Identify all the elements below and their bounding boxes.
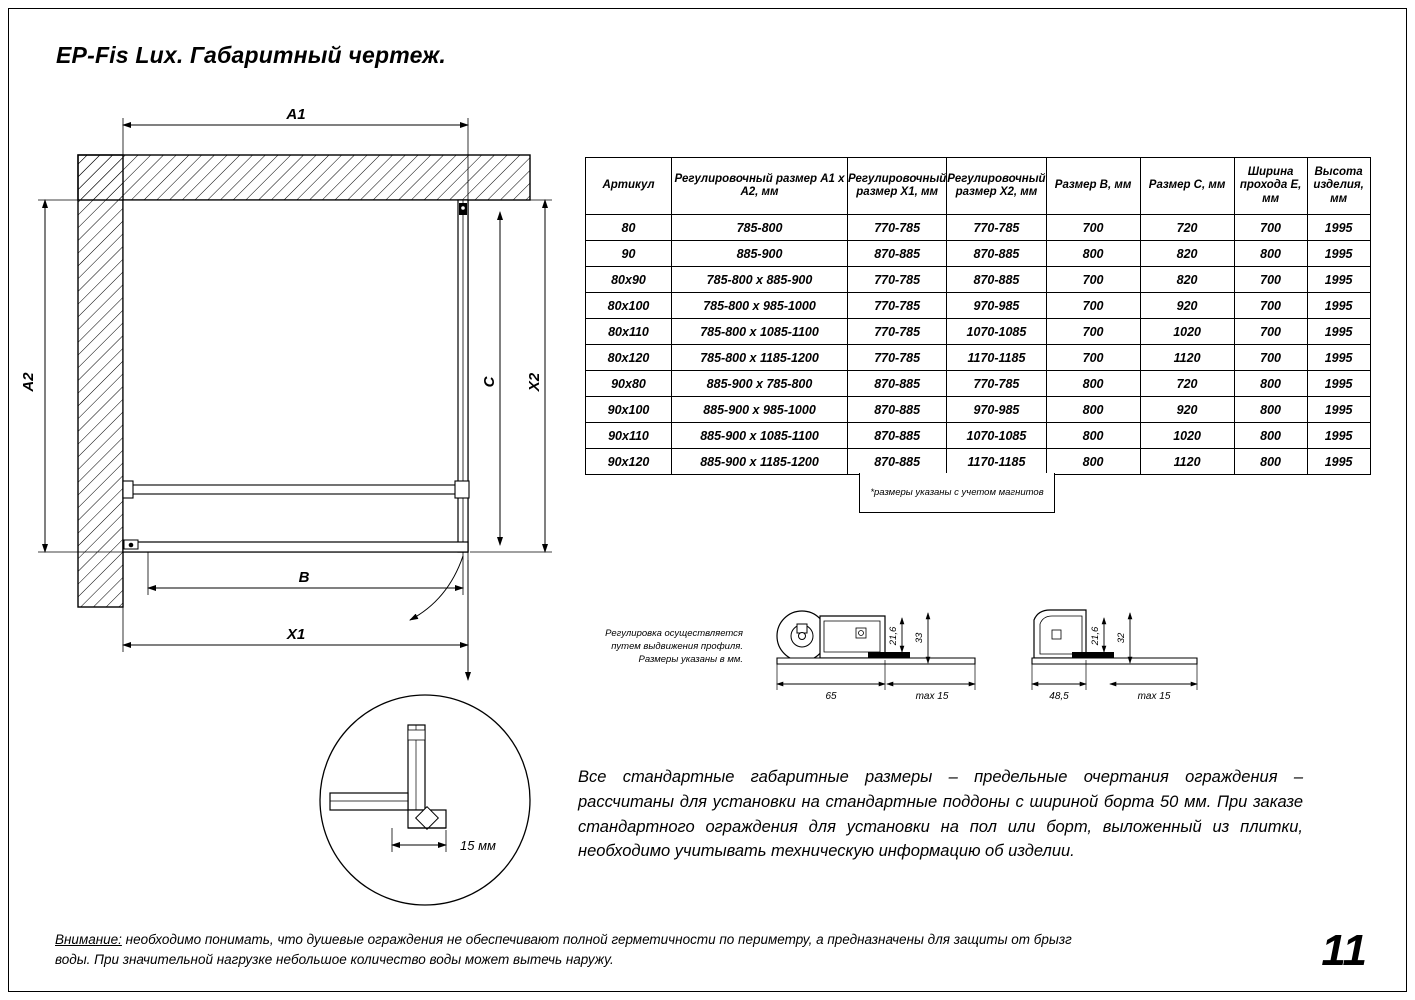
cell-e: 800 (1234, 241, 1307, 267)
table-header-row (586, 158, 1371, 215)
cell-c: 1020 (1140, 423, 1234, 449)
cell-height: 1995 (1307, 215, 1370, 241)
cell-x2: 870-885 (947, 241, 1046, 267)
cell-e: 800 (1234, 371, 1307, 397)
svg-text:32: 32 (1116, 632, 1127, 644)
cell-height: 1995 (1307, 371, 1370, 397)
col-header-b: Размер B, мм (1046, 158, 1140, 215)
cell-c: 720 (1140, 371, 1234, 397)
cell-x2: 1170-1185 (947, 449, 1046, 475)
svg-text:B: B (298, 569, 310, 586)
cell-x2: 770-785 (947, 215, 1046, 241)
table-row (586, 345, 1371, 371)
cell-e: 800 (1234, 449, 1307, 475)
cell-a1a2: 785-800 x 985-1000 (672, 293, 848, 319)
col-header-c: Размер C, мм (1140, 158, 1234, 215)
cell-a1a2: 885-900 x 1085-1100 (672, 423, 848, 449)
cell-x1: 770-785 (848, 319, 947, 345)
cell-a1a2: 785-800 x 1085-1100 (672, 319, 848, 345)
svg-text:C: C (481, 376, 498, 388)
table-row (586, 319, 1371, 345)
cell-height: 1995 (1307, 267, 1370, 293)
cell-x1: 870-885 (848, 397, 947, 423)
cell-height: 1995 (1307, 423, 1370, 449)
cell-article: 80x90 (586, 267, 672, 293)
svg-text:X2: X2 (526, 372, 543, 392)
table-row (586, 449, 1371, 475)
info-paragraph: Все стандартные габаритные размеры – предельные очертания ограждения – рассчитаны для установки на стандартные поддоны с шириной борта 50 мм. При заказе стандартного ограждения для установки на пол или борт, выложенный из плитки, необходимо учитывать техническую информацию об изделии. (578, 768, 1303, 861)
cell-x2: 1070-1085 (947, 319, 1046, 345)
cell-e: 700 (1234, 345, 1307, 371)
svg-text:21,6: 21,6 (888, 626, 899, 646)
cell-b: 700 (1046, 345, 1140, 371)
svg-text:21,6: 21,6 (1090, 626, 1101, 646)
cell-article: 80x100 (586, 293, 672, 319)
cell-c: 820 (1140, 267, 1234, 293)
cell-b: 700 (1046, 215, 1140, 241)
svg-text:A1: A1 (286, 106, 306, 123)
cell-c: 920 (1140, 293, 1234, 319)
cell-b: 700 (1046, 293, 1140, 319)
col-header-height: Высота изделия, мм (1307, 158, 1370, 215)
svg-text:33: 33 (914, 632, 925, 644)
table-row (586, 215, 1371, 241)
cell-article: 90 (586, 241, 672, 267)
cell-x2: 770-785 (947, 371, 1046, 397)
cell-x1: 870-885 (848, 423, 947, 449)
table-row (586, 293, 1371, 319)
cell-e: 800 (1234, 397, 1307, 423)
col-header-x2: Регулировочный размер X2, мм (947, 158, 1046, 215)
cell-x1: 870-885 (848, 449, 947, 475)
cell-a1a2: 785-800 x 1185-1200 (672, 345, 848, 371)
spec-table (585, 157, 1371, 475)
cell-b: 800 (1046, 371, 1140, 397)
cell-a1a2: 785-800 (672, 215, 848, 241)
cell-article: 80x120 (586, 345, 672, 371)
cell-article: 90x100 (586, 397, 672, 423)
cell-x2: 970-985 (947, 397, 1046, 423)
cell-c: 1120 (1140, 449, 1234, 475)
cell-x1: 870-885 (848, 241, 947, 267)
page-title: EP-Fis Lux. Габаритный чертеж. (56, 42, 447, 68)
cell-c: 920 (1140, 397, 1234, 423)
cell-e: 700 (1234, 267, 1307, 293)
cell-b: 700 (1046, 319, 1140, 345)
svg-text:max 15: max 15 (915, 691, 949, 702)
cell-article: 90x110 (586, 423, 672, 449)
table-row (586, 423, 1371, 449)
col-header-a1a2: Регулировочный размер A1 x A2, мм (672, 158, 848, 215)
cell-x2: 1070-1085 (947, 423, 1046, 449)
table-row (586, 371, 1371, 397)
svg-text:15 мм: 15 мм (460, 838, 496, 853)
col-header-article: Артикул (586, 158, 672, 215)
col-header-x1: Регулировочный размер X1, мм (848, 158, 947, 215)
cell-c: 720 (1140, 215, 1234, 241)
cell-b: 800 (1046, 241, 1140, 267)
cell-x1: 770-785 (848, 293, 947, 319)
svg-text:48,5: 48,5 (1049, 691, 1069, 702)
svg-text:X1: X1 (286, 626, 306, 643)
svg-text:65: 65 (825, 691, 837, 702)
table-row (586, 397, 1371, 423)
col-header-e: Ширина прохода E, мм (1234, 158, 1307, 215)
cell-x2: 970-985 (947, 293, 1046, 319)
cell-x1: 770-785 (848, 267, 947, 293)
cell-x1: 870-885 (848, 371, 947, 397)
cell-height: 1995 (1307, 449, 1370, 475)
cell-b: 800 (1046, 397, 1140, 423)
cell-c: 1020 (1140, 319, 1234, 345)
cell-c: 1120 (1140, 345, 1234, 371)
svg-text:max 15: max 15 (1137, 691, 1171, 702)
cell-a1a2: 885-900 (672, 241, 848, 267)
cell-e: 700 (1234, 293, 1307, 319)
table-row (586, 241, 1371, 267)
cell-height: 1995 (1307, 319, 1370, 345)
cell-x2: 870-885 (947, 267, 1046, 293)
warning-text: необходимо понимать, что душевые ограждения не обеспечивают полной герметичности по периметру, а предназначены для защиты от брызг воды. При значительной нагрузке небольшое количество воды может вытечь наружу. (55, 932, 1072, 967)
cell-e: 700 (1234, 319, 1307, 345)
cell-article: 90x80 (586, 371, 672, 397)
cell-article: 90x120 (586, 449, 672, 475)
technical-drawing (0, 0, 570, 920)
cell-x2: 1170-1185 (947, 345, 1046, 371)
adjustment-note: Регулировка осуществляется путем выдвижения профиля. Размеры указаны в мм. (605, 628, 743, 665)
cell-a1a2: 785-800 x 885-900 (672, 267, 848, 293)
table-footnote: *размеры указаны с учетом магнитов (859, 473, 1055, 513)
cell-e: 800 (1234, 423, 1307, 449)
profile-sections (760, 600, 1320, 710)
svg-text:A2: A2 (20, 372, 37, 392)
cell-b: 700 (1046, 267, 1140, 293)
cell-c: 820 (1140, 241, 1234, 267)
cell-a1a2: 885-900 x 985-1000 (672, 397, 848, 423)
cell-a1a2: 885-900 x 785-800 (672, 371, 848, 397)
cell-x1: 770-785 (848, 345, 947, 371)
cell-a1a2: 885-900 x 1185-1200 (672, 449, 848, 475)
cell-article: 80x110 (586, 319, 672, 345)
table-row (586, 267, 1371, 293)
cell-article: 80 (586, 215, 672, 241)
cell-x1: 770-785 (848, 215, 947, 241)
cell-height: 1995 (1307, 293, 1370, 319)
cell-b: 800 (1046, 449, 1140, 475)
cell-height: 1995 (1307, 345, 1370, 371)
cell-e: 700 (1234, 215, 1307, 241)
cell-height: 1995 (1307, 397, 1370, 423)
cell-height: 1995 (1307, 241, 1370, 267)
warning-note (55, 930, 1085, 969)
page-number: 11 (1321, 926, 1367, 975)
cell-b: 800 (1046, 423, 1140, 449)
warning-label: Внимание: (55, 932, 122, 947)
